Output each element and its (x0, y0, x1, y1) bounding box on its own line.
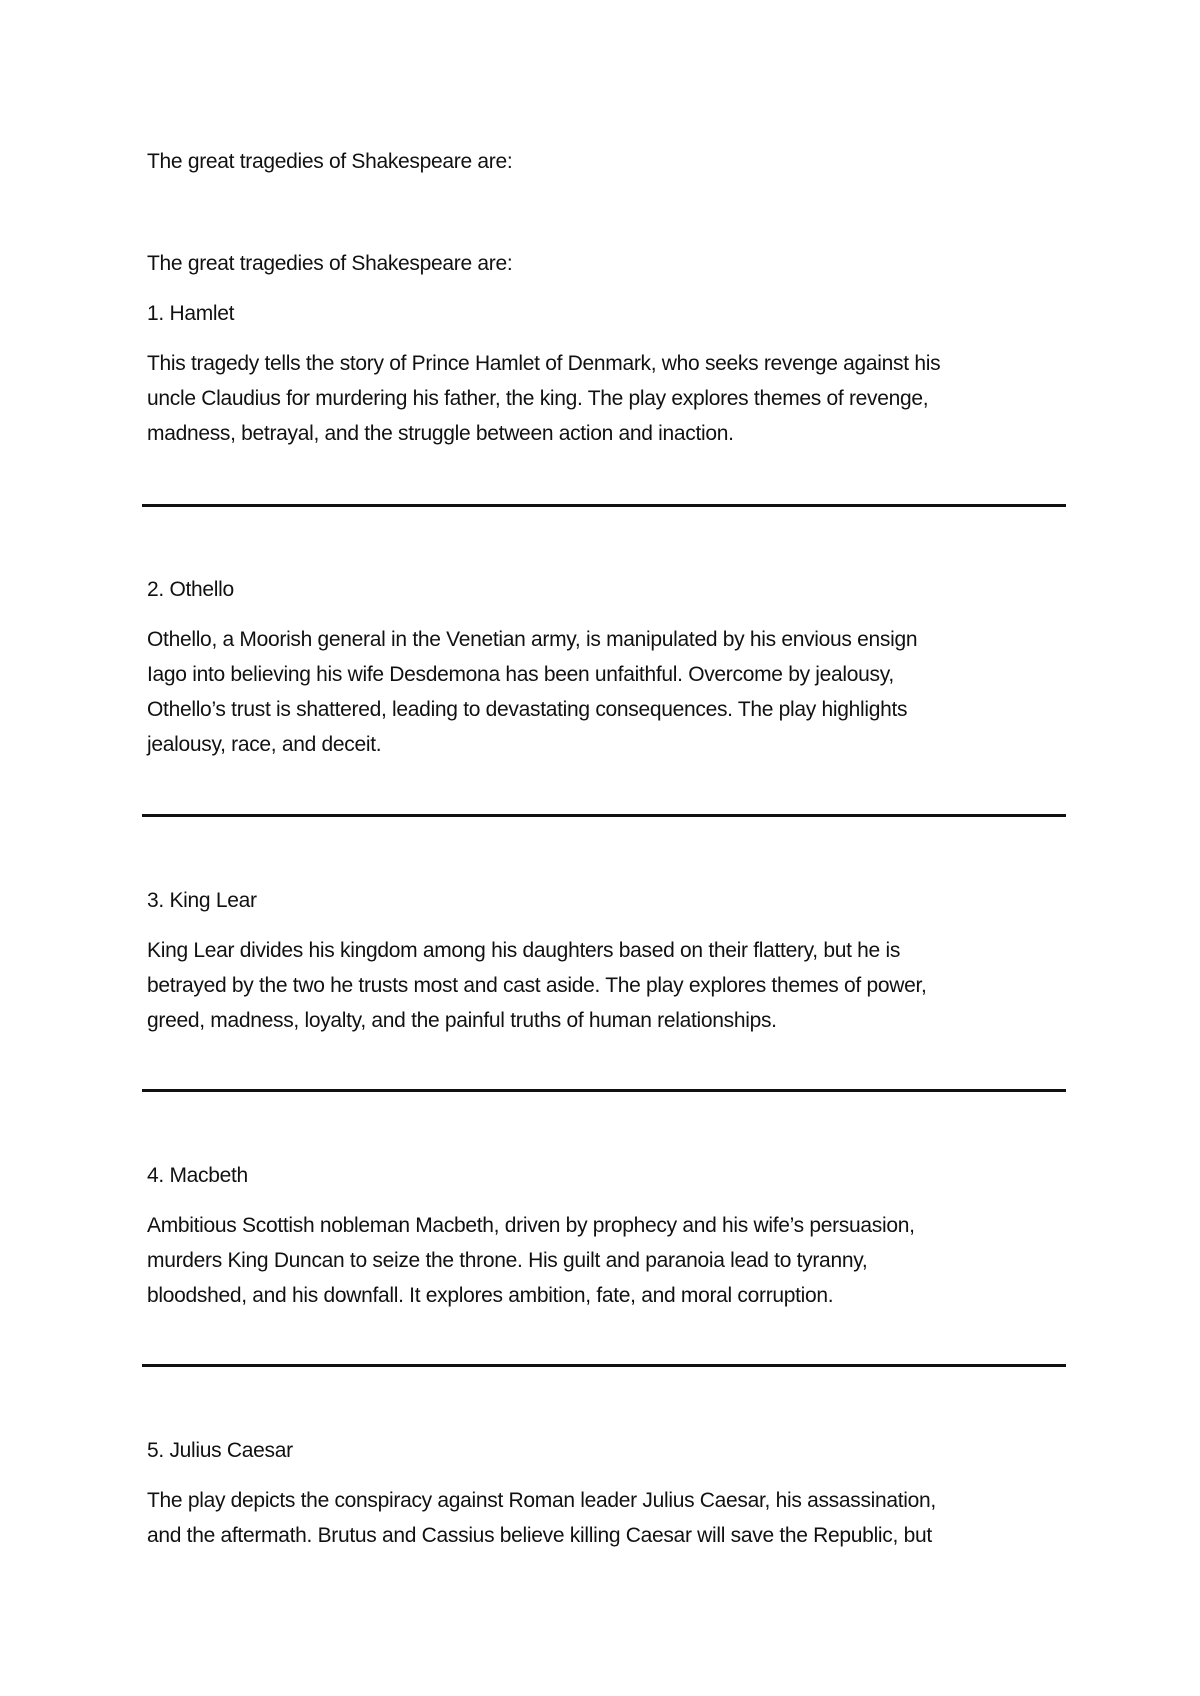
body-line: Othello’s trust is shattered, leading to devastating consequences. The play highlights (147, 698, 908, 721)
body-line: uncle Claudius for murdering his father, the king. The play explores themes of revenge, (147, 387, 929, 410)
body-line: madness, betrayal, and the struggle between action and inaction. (147, 422, 734, 445)
body-line: King Lear divides his kingdom among his daughters based on their flattery, but he is (147, 939, 901, 962)
body-line: bloodshed, and his downfall. It explores ambition, fate, and moral corruption. (147, 1284, 834, 1307)
section-body-hamlet (147, 346, 940, 451)
body-line: jealousy, race, and deceit. (147, 733, 382, 756)
section-body-macbeth (147, 1208, 915, 1313)
body-line: greed, madness, loyalty, and the painful truths of human relationships. (147, 1009, 777, 1032)
intro-text-repeat: The great tragedies of Shakespeare are: (147, 252, 513, 275)
body-line: Iago into believing his wife Desdemona has been unfaithful. Overcome by jealousy, (147, 663, 894, 686)
section-divider (142, 1089, 1066, 1092)
section-title-macbeth: 4. Macbeth (147, 1164, 248, 1187)
body-line: and the aftermath. Brutus and Cassius believe killing Caesar will save the Republic, but (147, 1524, 932, 1547)
section-title-hamlet: 1. Hamlet (147, 302, 235, 325)
section-body-othello (147, 622, 917, 762)
section-body-king-lear (147, 933, 927, 1038)
section-title-othello: 2. Othello (147, 578, 234, 601)
body-line: This tragedy tells the story of Prince Hamlet of Denmark, who seeks revenge against his (147, 352, 941, 375)
section-divider (142, 504, 1066, 507)
section-divider (142, 1364, 1066, 1367)
body-line: betrayed by the two he trusts most and cast aside. The play explores themes of power, (147, 974, 927, 997)
body-line: Othello, a Moorish general in the Venetian army, is manipulated by his envious ensign (147, 628, 918, 651)
body-line: The play depicts the conspiracy against Roman leader Julius Caesar, his assassination, (147, 1489, 936, 1512)
section-title-king-lear: 3. King Lear (147, 889, 257, 912)
intro-text: The great tragedies of Shakespeare are: (147, 150, 513, 173)
body-line: Ambitious Scottish nobleman Macbeth, driven by prophecy and his wife’s persuasion, (147, 1214, 915, 1237)
section-divider (142, 814, 1066, 817)
body-line: murders King Duncan to seize the throne. His guilt and paranoia lead to tyranny, (147, 1249, 868, 1272)
section-body-julius-caesar (147, 1483, 936, 1553)
section-title-julius-caesar: 5. Julius Caesar (147, 1439, 293, 1462)
